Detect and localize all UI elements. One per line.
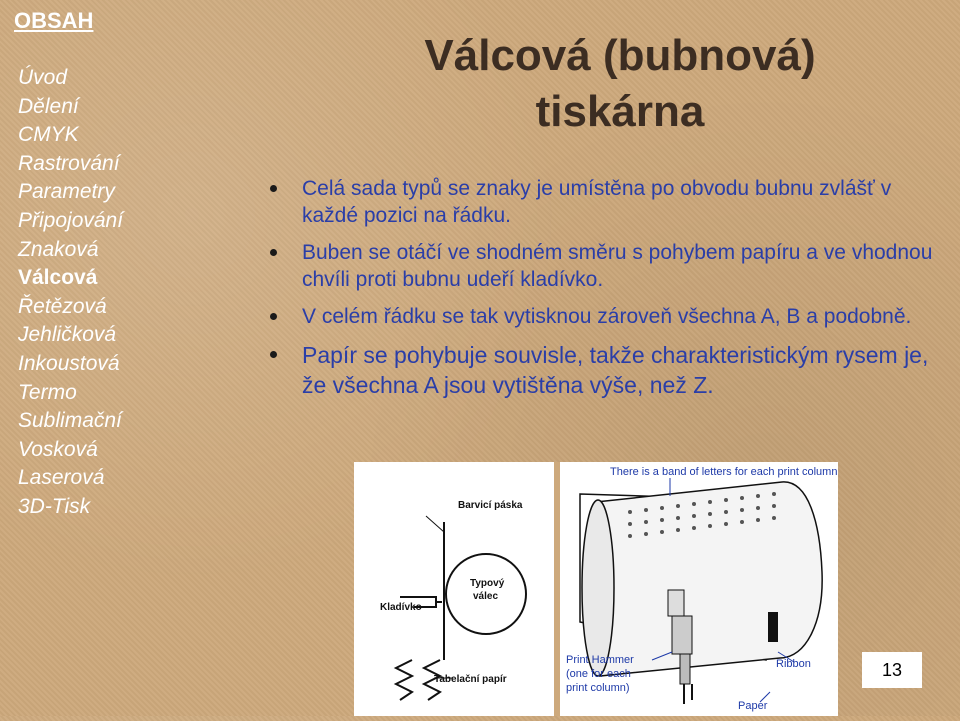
sidebar-item-sublimacni[interactable]: Sublimační [18,409,122,433]
slide-title [340,28,900,140]
caption-letter-bands: There is a band of letters for each print column [610,466,838,478]
sidebar-nav [18,64,123,522]
label-print-hammer-1: Print Hammer [566,654,634,666]
bullet-item: Papír se pohybuje souvisle, takže charakteristickým rysem je, že všechna A jsou vytištěna výše, než Z. [262,340,940,400]
sidebar-item-cmyk[interactable]: CMYK [18,123,79,147]
drum-diagram [354,462,554,716]
sidebar-item-deleni[interactable]: Dělení [18,94,79,118]
sidebar-item-termo[interactable]: Termo [18,380,77,404]
label-hammer: Kladívko [380,602,422,613]
label-paper-en: Paper [738,700,768,712]
sidebar-item-rastrovani[interactable]: Rastrování [18,151,120,175]
sidebar-item-laserova[interactable]: Laserová [18,466,105,490]
label-ribbon: Barvicí páska [458,500,523,511]
sidebar-item-voskova[interactable]: Vosková [18,437,98,461]
slide-title-line-1: Válcová (bubnová) [424,31,816,80]
slide-title-line-2: tiskárna [535,87,705,136]
sidebar-item-znakova[interactable]: Znaková [18,237,99,261]
sidebar-item-uvod[interactable]: Úvod [18,66,68,89]
sidebar-item-retezova[interactable]: Řetězová [18,294,107,318]
sidebar [0,0,170,716]
sidebar-title-link[interactable]: OBSAH [14,8,94,33]
sidebar-item-inkoustova[interactable]: Inkoustová [18,351,120,375]
page-number: 13 [862,652,922,688]
sidebar-item-pripojovani[interactable]: Připojování [18,208,124,232]
label-paper: Tabelační papír [434,674,507,685]
label-ribbon-en: Ribbon [776,658,811,670]
bullet-item: V celém řádku se tak vytisknou zároveň všechna A, B a podobně. [262,303,940,330]
drum-printer-illustration [560,462,838,716]
label-drum-2: válec [473,591,499,602]
printer-figure [354,462,838,716]
bullet-item: Buben se otáčí ve shodném směru s pohybem papíru a ve vhodnou chvíli proti bubnu udeří kladívko. [262,239,940,293]
label-drum-1: Typový [470,578,505,589]
bullet-list [262,175,940,410]
label-print-hammer-3: print column) [566,682,630,694]
sidebar-item-3d-tisk[interactable]: 3D-Tisk [18,494,91,518]
sidebar-item-jehlickova[interactable]: Jehličková [18,323,117,347]
sidebar-item-valcova[interactable]: Válcová [18,266,98,290]
bullet-item: Celá sada typů se znaky je umístěna po obvodu bubnu zvlášť v každé pozici na řádku. [262,175,940,229]
sidebar-item-parametry[interactable]: Parametry [18,180,115,204]
label-print-hammer-2: (one for each [566,668,631,680]
